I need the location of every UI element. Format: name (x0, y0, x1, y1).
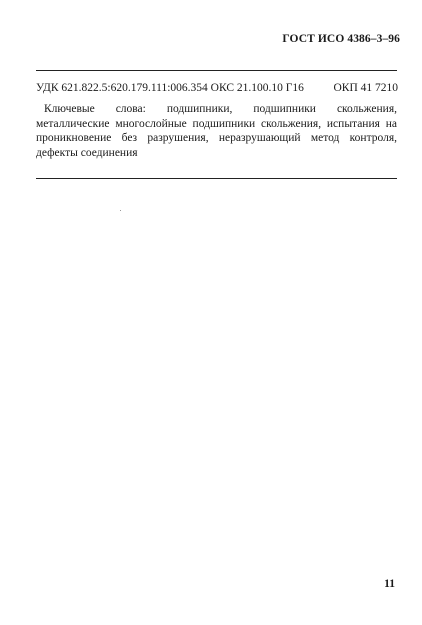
page-number: 11 (384, 578, 395, 590)
classification-line (36, 82, 398, 94)
bottom-divider (36, 178, 397, 179)
keywords-paragraph: Ключевые слова: подшипники, подшипники скольжения, металлические многослойные подшипники скольжения, испытания на проникновение без разрушения, неразрушающий метод контроля, дефекты соединения (36, 103, 397, 159)
top-divider (36, 70, 397, 71)
scan-speck (120, 210, 121, 211)
document-standard-id: ГОСТ ИСО 4386–3–96 (282, 33, 400, 45)
okp-code: ОКП 41 7210 (333, 82, 398, 94)
udk-oks-codes: УДК 621.822.5:620.179.111:006.354 ОКС 21.100.10 Г16 (36, 82, 304, 94)
